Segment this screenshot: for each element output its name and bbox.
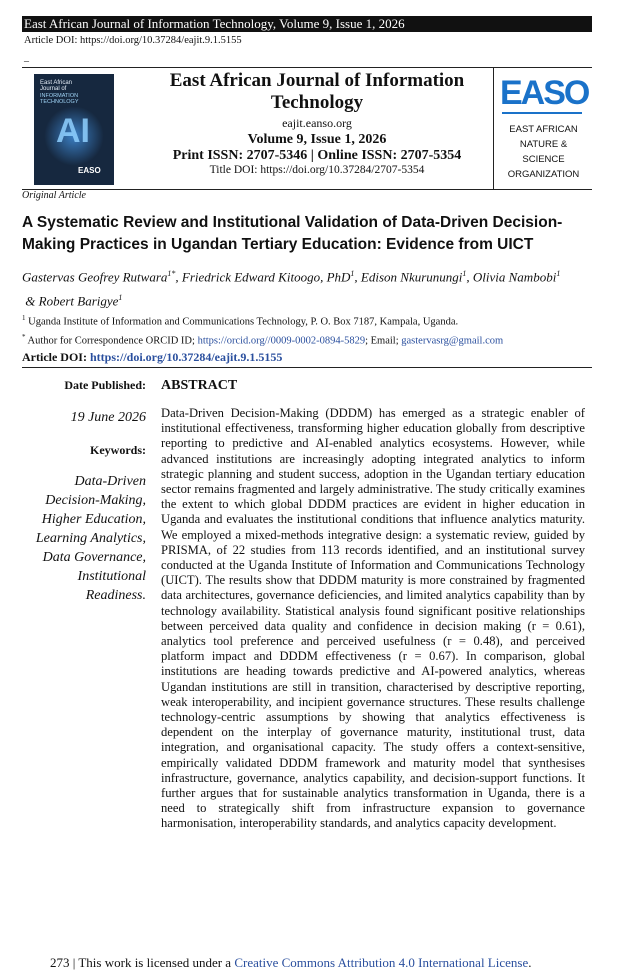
article-metadata [22, 378, 146, 605]
journal-masthead [22, 67, 592, 190]
journal-url[interactable]: eajit.eanso.org [282, 116, 352, 130]
orcid-link[interactable]: https://orcid.org//0009-0002-0894-5829 [197, 335, 366, 346]
page-footer: 273 | This work is licensed under a Creative Commons Attribution 4.0 International License. [50, 955, 532, 970]
doi-label: Article DOI: [22, 350, 87, 364]
author-name: Robert Barigye [38, 293, 119, 309]
separator-dash: _ [24, 52, 29, 63]
cover-logo: EASO [78, 166, 101, 175]
abstract-text: Data-Driven Decision-Making (DDDM) has emerged as a strategic enabler of institutional effectiveness, transforming higher education globally from descriptive reporting to predictive and AI-enabled analytics ecosystems. However, while advanced institutions are increasingly adopting integrated analytics to inform strategic planning and student success, adoption in the Ugandan tertiary education sector remains fragmented and largely administrative. The study critically examines the extent to which global DDDM practices are evident in higher education in Uganda and evaluates the institutional conditions that influence analytics maturity. We employed a mixed-methods integrative design: a systematic review, guided by PRISMA, of 22 studies from 113 records identified, and an institutional survey conducted at the Uganda Institute of Information and Communications Technology (UICT). The results show that DDDM maturity is more constrained by fragmented data architectures, governance deficiencies, and limited analytics capability than by technology availability. Statistical analysis found significant positive relationships between perceived data quality and confidence in decision making (r = 0.61), analytics tool preference and perceived usefulness (r = 0.48), and perceived platform impact and DDDM effectiveness (r = 0.67). In comparison, global institutions are heading towards predictive and AI-powered analytics, whereas Ugandan institutions are still in transition, characterised by descriptive reporting, weak interoperability, and incipient governance structures. These results challenge technology-centric assumptions by showing that analytics effectiveness is dependent on the interplay of governance maturity, institutional trust, data integration, and organisational capacity. The study offers a context-sensitive, empirically validated DDDM framework and maturity model that synthesises infrastructure, governance, analytics capability, and decision-support functions. It further argues that for sustainable analytics transformation in Uganda, there is a need to strategically shift from infrastructure expansion to governance harmonisation, interoperability standards, and analytics capacity development. [161, 406, 585, 831]
journal-cover-image [34, 74, 114, 185]
author-name: Friedrick Edward Kitoogo, PhD [181, 269, 351, 285]
license-link[interactable]: Creative Commons Attribution 4.0 International License [234, 955, 529, 970]
publisher-block [493, 68, 593, 189]
cover-title-top: East African Journal of [40, 80, 73, 92]
doi-link[interactable]: https://doi.org/10.37284/eajit.9.1.5155 [89, 350, 283, 364]
keywords-label: Keywords: [90, 443, 146, 457]
email-link[interactable]: gastervasrg@gmail.com [401, 335, 504, 346]
abstract-section [161, 378, 585, 832]
date-published: 19 June 2026 [70, 410, 146, 425]
logo-underline [502, 112, 582, 114]
affiliations [22, 311, 597, 348]
keywords-list: Data-Driven Decision-Making, Higher Education, Learning Analytics, Data Governance, Institutional Readiness. [35, 474, 146, 603]
journal-issn: Print ISSN: 2707-5346 | Online ISSN: 2707-5354 [172, 148, 462, 163]
affiliation-line: $^1$ Uganda Institute of Information and Communications Technology, P. O. Box 7187, Kampala, Uganda. [22, 314, 459, 328]
date-label: Date Published: [64, 378, 146, 392]
author-name: Gastervas Geofrey Rutwara [22, 269, 168, 285]
author-name: Edison Nkurunungi [360, 269, 463, 285]
journal-volume: Volume 9, Issue 1, 2026 [247, 132, 387, 147]
journal-title: East African Journal of Information Technology [169, 70, 465, 113]
cover-ai-graphic: AI [56, 112, 90, 150]
publisher-name: EAST AFRICAN NATURE & SCIENCE ORGANIZATION [507, 124, 580, 180]
paper-title: A Systematic Review and Institutional Validation of Data-Driven Decision-Making Practices in Ugandan Tertiary Education: Evidence from UICT [22, 214, 563, 253]
cover-title-sub: INFORMATION TECHNOLOGY [40, 93, 79, 105]
easo-logo-icon: EASO [500, 74, 589, 112]
correspondence-line: * Author for Correspondence ORCID ID; https://orcid.org//0009-0002-0894-5829; Email; gastervasrg@gmail.com [22, 332, 504, 346]
page-number: 273 [50, 955, 70, 970]
abstract-heading: ABSTRACT [161, 378, 238, 393]
article-doi-row [22, 350, 592, 368]
author-name: Olivia Nambobi [472, 269, 557, 285]
journal-title-doi: Title DOI: https://doi.org/10.37284/2707-5354 [209, 164, 425, 176]
journal-info [147, 68, 487, 176]
running-doi: Article DOI: https://doi.org/10.37284/eajit.9.1.5155 [24, 35, 242, 46]
author-list: Gastervas Geofrey Rutwara$^{1*}$, Friedrick Edward Kitoogo, PhD$^1$, Edison Nkurunungi$^1$, Olivia Nambobi$^1$ & Robert Barigye$^1$ [22, 269, 561, 309]
running-header: East African Journal of Information Technology, Volume 9, Issue 1, 2026 [22, 16, 592, 32]
article-type: Original Article [22, 190, 86, 201]
